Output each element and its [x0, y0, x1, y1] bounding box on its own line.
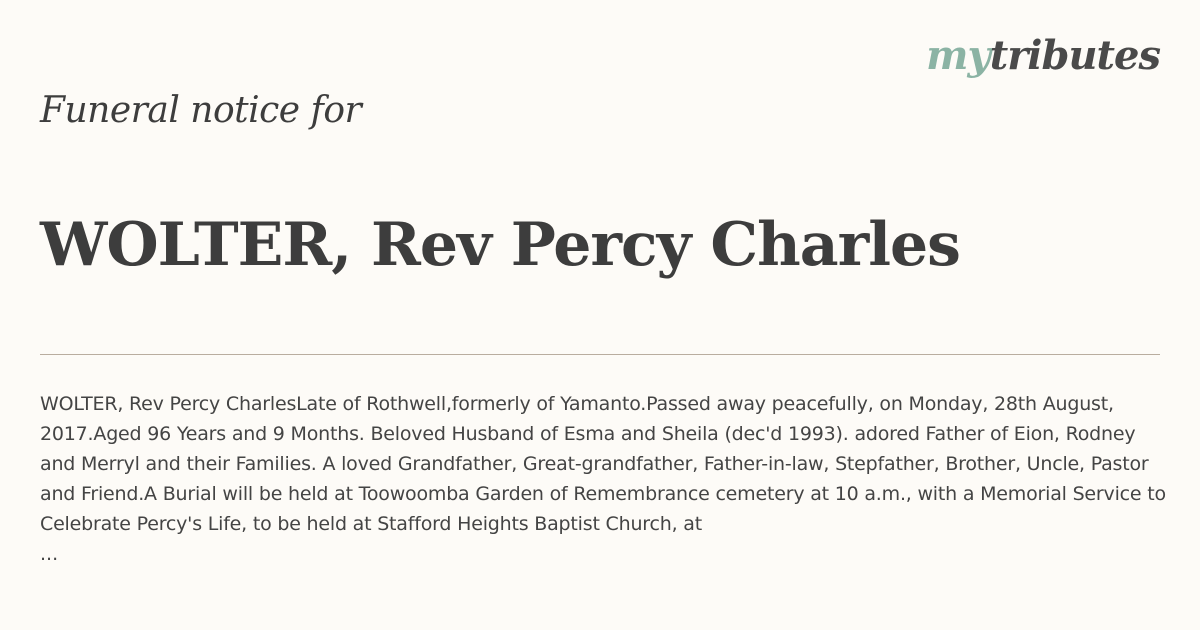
truncation-ellipsis: ...: [40, 543, 59, 565]
mytributes-logo[interactable]: [926, 32, 1160, 79]
divider: [40, 354, 1160, 355]
deceased-name: WOLTER, Rev Percy Charles: [40, 210, 960, 280]
notice-kicker: Funeral notice for: [40, 90, 362, 131]
logo-my: my: [926, 32, 990, 79]
logo-tributes: tributes: [989, 32, 1160, 79]
notice-body: WOLTER, Rev Percy CharlesLate of Rothwell,formerly of Yamanto.Passed away peacefully, on Monday, 28th August, 2017.Aged 96 Years and 9 Months. Beloved Husband of Esma and Sheila (dec'd 1993). adored Father of Eion, Rodney and Merryl and their Families. A loved Grandfather, Great-grandfather, Father-in-law, Stepfather, Brother, Uncle, Pastor and Friend.A Burial will be held at Toowoomba Garden of Remembrance cemetery at 10 a.m., with a Memorial Service to Celebrate Percy's Life, to be held at Stafford Heights Baptist Church, at: [40, 393, 1166, 535]
